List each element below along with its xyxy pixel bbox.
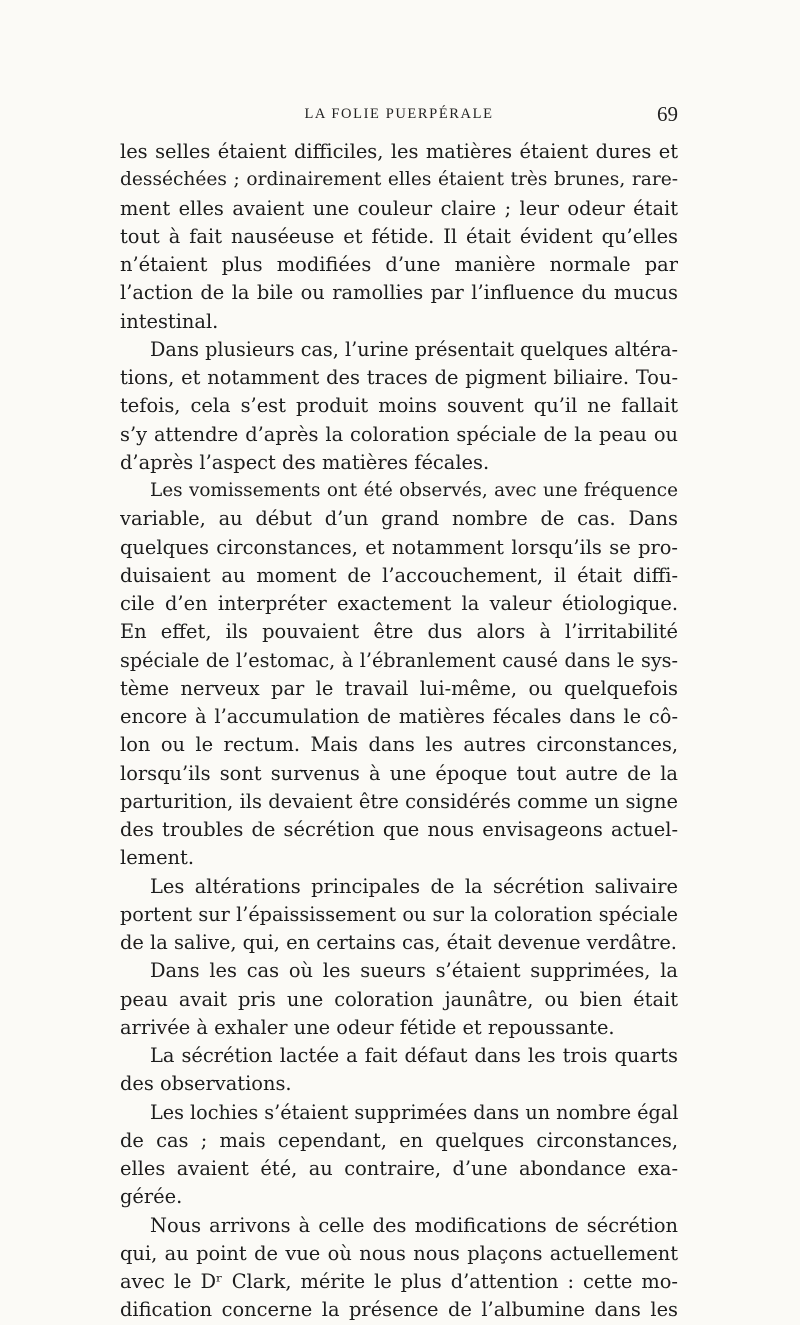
text-line: Les lochies s’étaient supprimées dans un nombre égal [150,1100,678,1124]
text-line: lorsqu’ils sont survenus à une époque tout autre de la [120,761,678,785]
text-line: des observations. [120,1072,292,1096]
text-line: tème nerveux par le travail lui-même, ou quelquefois [120,676,678,700]
text-line: des troubles de sécrétion que nous envisageons actuel- [120,818,678,841]
text-line: lement. [120,846,194,870]
text-line: encore à l’accumulation de matières fécales dans le cô- [120,705,678,728]
text-line: Les altérations principales de la sécrétion salivaire [150,874,678,898]
text-line: Les vomissements ont été observés, avec une fréquence [150,480,678,501]
text-line: Dans les cas où les sueurs s’étaient supprimées, la [150,959,678,983]
text-line: gérée. [120,1185,183,1209]
text-line: La sécrétion lactée a fait défaut dans les trois quarts [150,1044,678,1067]
text-line: En effet, ils pouvaient être dus alors à l’irritabilité [120,620,678,644]
text-line: tout à fait nauséeuse et fétide. Il était évident qu’elles [120,224,678,248]
text-line: variable, au début d’un grand nombre de cas. Dans [120,507,678,531]
text-line: de cas ; mais cependant, en quelques circonstances, [120,1128,678,1152]
text-line: parturition, ils devaient être considérés comme un signe [120,789,678,813]
text-line: d’après l’aspect des matières fécales. [120,450,490,474]
text-line: Nous arrivons à celle des modifications de sécrétion [150,1213,678,1237]
text-line: dification concerne la présence de l’albumine dans les [120,1298,678,1322]
text-line: spéciale de l’estomac, à l’ébranlement causé dans le sys- [120,648,678,672]
text-line: arrivée à exhaler une odeur fétide et repoussante. [120,1015,615,1039]
text-line: desséchées ; ordinairement elles étaient très brunes, rare- [120,169,678,191]
text-line: les selles étaient difficiles, les matières étaient dures et [120,140,678,163]
text-line: duisaient au moment de l’accouchement, il était diffi- [120,563,678,587]
text-line: tefois, cela s’est produit moins souvent qu’il ne fallait [120,394,678,418]
text-line: tions, et notamment des traces de pigment biliaire. Tou- [120,366,678,389]
text-line: qui, au point de vue où nous nous plaçons actuellement [120,1241,678,1265]
text-line: quelques circonstances, et notamment lorsqu’ils se pro- [120,535,678,559]
text-line: Dans plusieurs cas, l’urine présentait quelques altéra- [150,337,678,361]
text-line: peau avait pris une coloration jaunâtre, ou bien était [120,987,678,1011]
text-line: n’étaient plus modifiées d’une manière normale par [120,253,678,276]
text-line: s’y attendre d’après la coloration spéciale de la peau ou [120,422,678,446]
text-line: ment elles avaient une couleur claire ; leur odeur était [120,196,678,220]
body-text [120,138,678,1325]
page-number: 69 [657,102,678,126]
text-line: lon ou le rectum. Mais dans les autres circonstances, [120,733,678,757]
text-line: l’action de la bile ou ramollies par l’influence du mucus [120,281,678,305]
running-title: LA FOLIE PUERPÉRALE [304,106,494,122]
running-head [120,102,678,132]
text-line: intestinal. [120,309,219,333]
text-line: elles avaient été, au contraire, d’une abondance exa- [120,1157,678,1180]
text-line: avec le Dʳ Clark, mérite le plus d’attention : cette mo- [120,1270,678,1293]
text-line: de la salive, qui, en certains cas, était devenue verdâtre. [120,931,677,954]
text-line: cile d’en interpréter exactement la valeur étiologique. [120,592,678,615]
text-line: portent sur l’épaississement ou sur la coloration spéciale [120,902,678,926]
